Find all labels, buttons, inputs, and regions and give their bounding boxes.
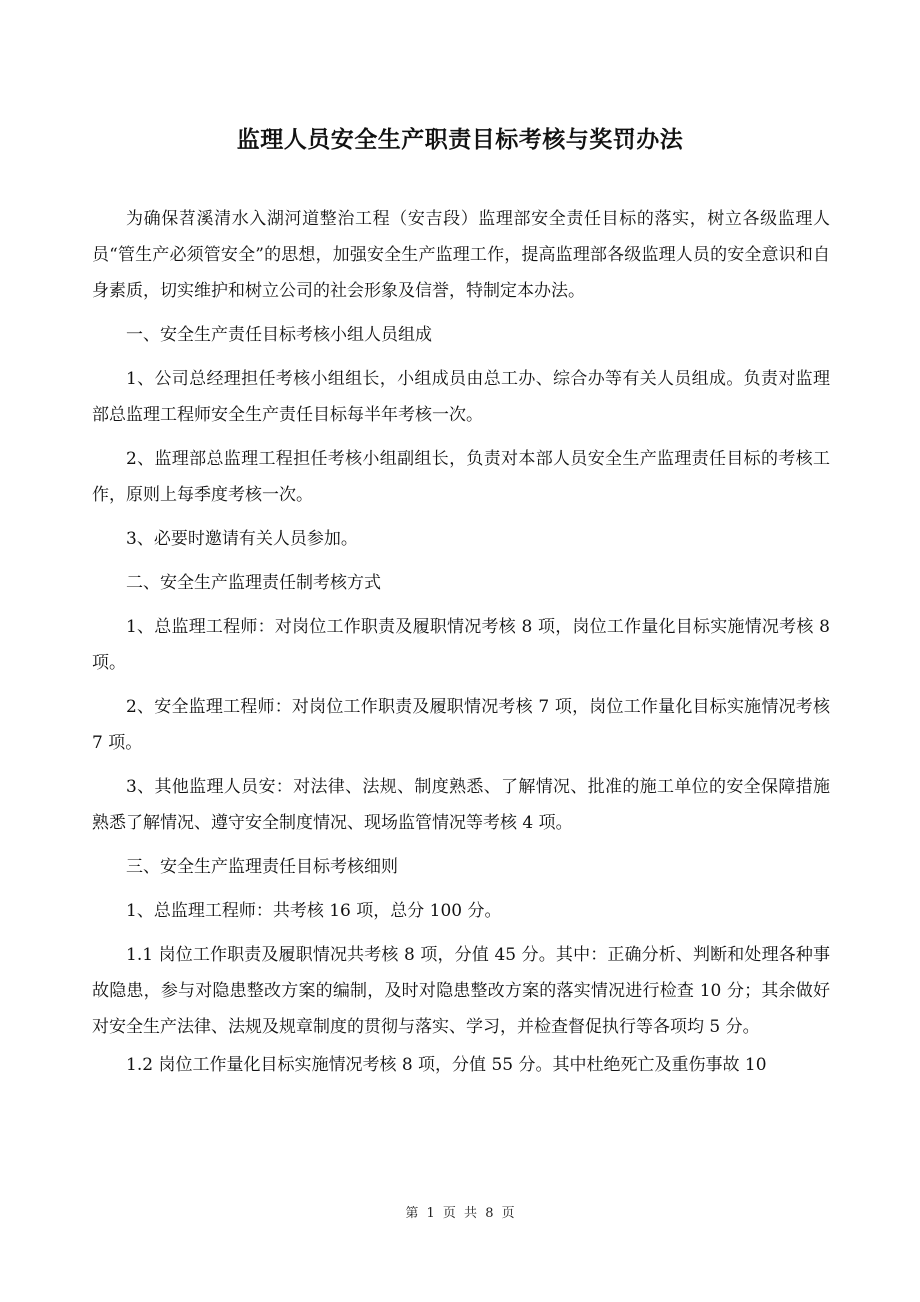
- paragraph-2-3: 3、其他监理人员安：对法律、法规、制度熟悉、了解情况、批准的施工单位的安全保障措施熟悉了解情况、遵守安全制度情况、现场监管情况等考核 4 项。: [92, 777, 830, 833]
- section-heading-1: 一、安全生产责任目标考核小组人员组成: [126, 325, 432, 345]
- paragraph-3-1-2: 1.2 岗位工作量化目标实施情况考核 8 项，分值 55 分。其中杜绝死亡及重伤事故 10: [126, 1055, 767, 1075]
- paragraph-1-1: 1、公司总经理担任考核小组组长，小组成员由总工办、综合办等有关人员组成。负责对监理部总监理工程师安全生产责任目标每半年考核一次。: [92, 369, 830, 425]
- paragraph-2-1: 1、总监理工程师：对岗位工作职责及履职情况考核 8 项，岗位工作量化目标实施情况考核 8 项。: [92, 617, 830, 673]
- page-number-footer: 第 1 页 共 8 页: [405, 1206, 515, 1221]
- document-body: [92, 201, 830, 1091]
- section-heading-3: 三、安全生产监理责任目标考核细则: [126, 857, 398, 877]
- paragraph-1-2: 2、监理部总监理工程担任考核小组副组长，负责对本部人员安全生产监理责任目标的考核工作，原则上每季度考核一次。: [92, 449, 830, 505]
- paragraph-2-2: 2、安全监理工程师：对岗位工作职责及履职情况考核 7 项，岗位工作量化目标实施情况考核 7 项。: [92, 697, 830, 753]
- section-heading-2: 二、安全生产监理责任制考核方式: [126, 573, 381, 593]
- paragraph-1-3: 3、必要时邀请有关人员参加。: [126, 529, 358, 549]
- document-title: 监理人员安全生产职责目标考核与奖罚办法: [236, 126, 684, 153]
- paragraph-3-1-1: 1.1 岗位工作职责及履职情况共考核 8 项，分值 45 分。其中：正确分析、判断和处理各种事故隐患，参与对隐患整改方案的编制，及时对隐患整改方案的落实情况进行检查 10 分；其余做好对安全生产法律、法规及规章制度的贯彻与落实、学习，并检查督促执行等各项均 5 分。: [92, 945, 830, 1037]
- paragraph-3-1: 1、总监理工程师：共考核 16 项，总分 100 分。: [126, 901, 502, 921]
- intro-paragraph: 为确保苕溪清水入湖河道整治工程（安吉段）监理部安全责任目标的落实，树立各级监理人员“管生产必须管安全”的思想，加强安全生产监理工作，提高监理部各级监理人员的安全意识和自身素质，切实维护和树立公司的社会形象及信誉，特制定本办法。: [92, 209, 830, 301]
